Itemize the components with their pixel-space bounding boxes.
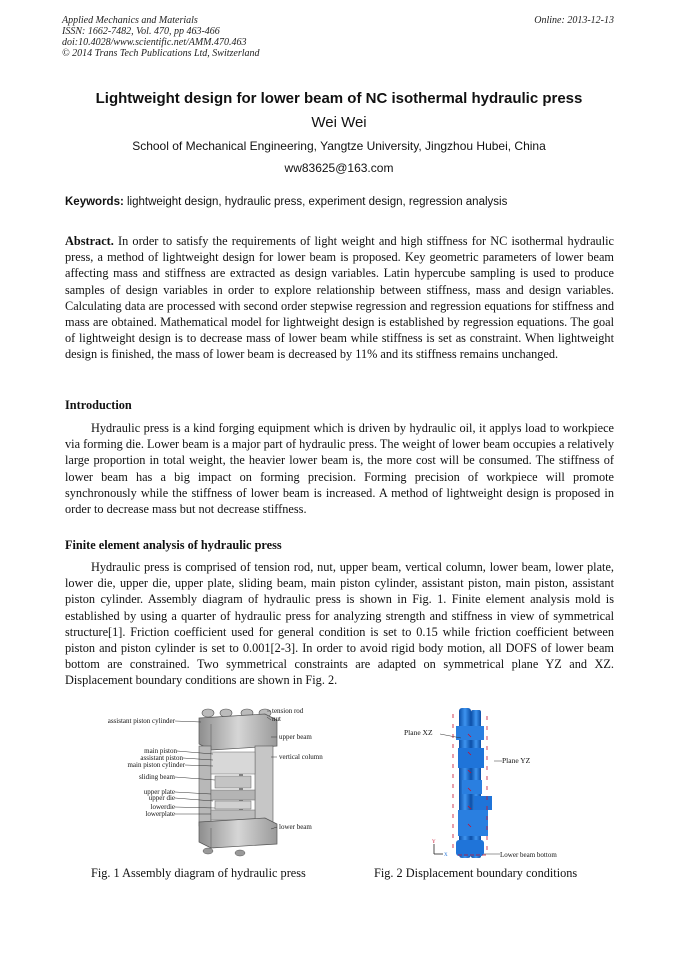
- fig1-label-upper-beam: upper beam: [279, 733, 312, 741]
- journal-name: Applied Mechanics and Materials: [62, 15, 198, 26]
- journal-header: [62, 15, 260, 59]
- fig1-label-lower-plate: lowerplate: [145, 810, 175, 818]
- fig1-label-lower-die: lowerdie: [150, 803, 175, 811]
- copyright-line: © 2014 Trans Tech Publications Ltd, Switzerland: [62, 48, 260, 59]
- fig1-label-assistant-piston: assistant piston: [140, 754, 183, 762]
- fea-text: Hydraulic press is comprised of tension rod, nut, upper beam, vertical column, lower beam, lower plate, lower die, upper die, upper plate, sliding beam, main piston cylinder, assistant piston, main piston, assistant piston cylinder. Assembly diagram of hydraulic press is shown in Fig. 1. Finite element analysis mold is established by using a quarter of hydraulic press for analyzing strength and stiffness in view of symmetrical structure[1]. Friction coefficient used for general condition is set to 0.15 while friction coefficient between piston and piston cylinder is set to 0.001[2-3]. In order to avoid rigid body motion, all DOFS of lower beam bottom are constrained. Two symmetrical constraints are adapted on symmetrical plane YZ and XZ. Displacement boundary conditions are shown in Fig. 2.: [65, 560, 614, 688]
- fig2-caption: Fig. 2 Displacement boundary conditions: [374, 866, 578, 880]
- fig2-label-plane-yz: Plane YZ: [502, 756, 531, 765]
- fig1-label-main-piston: main piston: [144, 747, 177, 755]
- intro-heading: Introduction: [65, 398, 132, 412]
- fig1-label-assistant-piston-cylinder: assistant piston cylinder: [107, 717, 175, 725]
- doi-line: doi:10.4028/www.scientific.net/AMM.470.463: [62, 37, 247, 48]
- paper-affiliation: School of Mechanical Engineering, Yangtze University, Jingzhou Hubei, China: [132, 139, 546, 153]
- keywords-text: lightweight design, hydraulic press, experiment design, regression analysis: [127, 196, 508, 208]
- fig1-label-nut: nut: [272, 715, 281, 723]
- paper-author: Wei Wei: [311, 114, 367, 131]
- paper-title: Lightweight design for lower beam of NC isothermal hydraulic press: [95, 90, 583, 107]
- abstract-text: In order to satisfy the requirements of light weight and high stiffness for NC isothermal hydraulic press, a method of lightweight design for lower beam is proposed. Key geometric parameters of lower beam affecting mass and stiffness are extracted as design variables. Latin hypercube sampling is used to produce samples of design variables in order to explore relationship between stiffness, mass and design variables. Calculating data are processed with second order stepwise regression and regression equations for stiffness and mass are obtained. Mathematical model for lightweight design is established by regression equations. The goal of lightweight design is to decrease mass of lower beam while stiffness is set as constraint. When lightweight design is finished, the mass of lower beam is decreased by 11% and its stiffness remains unchanged.: [65, 234, 614, 362]
- fig1-label-upper-plate: upper plate: [143, 788, 175, 796]
- fea-heading: Finite element analysis of hydraulic press: [65, 538, 282, 552]
- fig2-boundary-conditions: [398, 704, 598, 862]
- fig1-assembly-diagram: [95, 704, 345, 862]
- abstract: [65, 233, 614, 363]
- issn-line: ISSN: 1662-7482, Vol. 470, pp 463-466: [62, 26, 220, 37]
- svg-text:X: X: [444, 853, 448, 858]
- fig1-label-tension-rod: tension rod: [272, 707, 304, 715]
- abstract-label: Abstract.: [65, 234, 114, 248]
- paper-email[interactable]: ww83625@163.com: [284, 161, 394, 175]
- fig1-label-vertical-column: vertical column: [279, 753, 323, 761]
- svg-text:Y: Y: [432, 840, 436, 845]
- fig1-label-upper-die: upper die: [148, 794, 175, 802]
- online-date: Online: 2013-12-13: [534, 15, 614, 26]
- intro-text: Hydraulic press is a kind forging equipment which is driven by hydraulic oil, it applys load to workpiece via forming die. Lower beam is a major part of hydraulic press. The weight of lower beam occupies a relatively large proportion in total weight, the heavier lower beam is, the more cost will be consumed. The stiffness of lower beam has a big impact on forming precision. Forming precision of workpiece will promote synchronously while the stiffness of lower beam is increased. A method of lightweight design is proposed in order to decrease mass but not decrease stiffness.: [65, 421, 614, 517]
- fig1-label-lower-beam: lower beam: [279, 823, 312, 831]
- fig1-label-sliding-beam: sliding beam: [139, 773, 175, 781]
- fig1-label-main-piston-cylinder: main piston cylinder: [127, 761, 185, 769]
- fig1-caption: Fig. 1 Assembly diagram of hydraulic press: [91, 866, 306, 880]
- keywords: [65, 196, 625, 208]
- fig2-label-lower-beam-bottom: Lower beam bottom: [500, 851, 557, 859]
- fig2-label-plane-xz: Plane XZ: [404, 728, 433, 737]
- keywords-label: Keywords:: [65, 196, 124, 208]
